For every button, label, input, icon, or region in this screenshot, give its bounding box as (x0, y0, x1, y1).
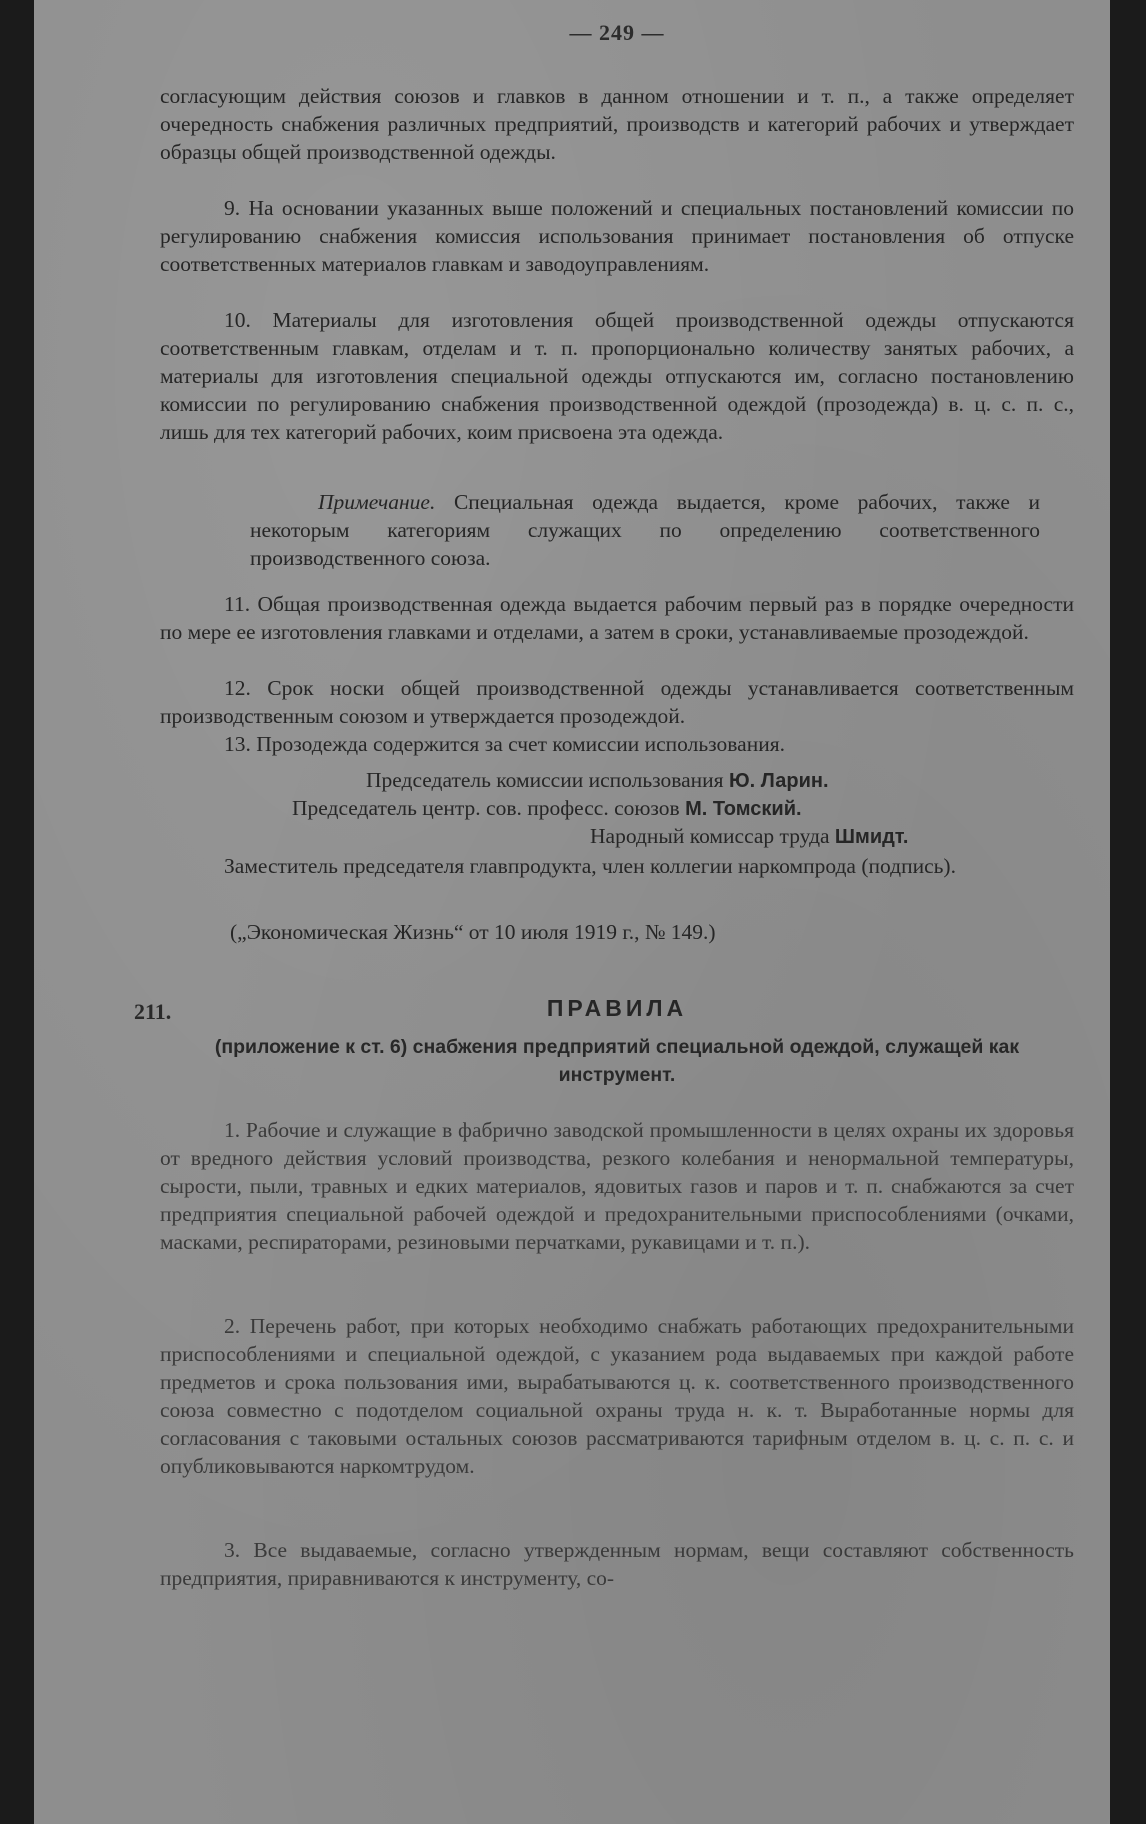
section-number: 211. (134, 999, 172, 1024)
rule-2: 2. Перечень работ, при которых необходимо снабжать работающих предохранительными приспособлениями и специальной одеждой, с указанием рода выдаваемых при каждой работе предметов и срока пользования ими, вырабатываются ц. к. соответственного производственного союза совместно с подотделом социальной охраны труда н. к. т. Выработанные нормы для согласования с таковыми остальных союзов рассматриваются тарифным отделом в. ц. с. п. с. и опубликовываются наркомтрудом. (160, 1314, 1074, 1478)
signature-name: М. Томский. (685, 798, 802, 820)
paragraph-13: 13. Прозодежда содержится за счет комиссии использования. (224, 732, 785, 756)
paragraph-10: 10. Материалы для изготовления общей производственной одежды отпускаются соответственным главкам, отделам и т. п. пропорционально количеству занятых рабочих, а материалы для изготовления специальной одежды отпускаются им, согласно постановлению комиссии по регулированию снабжения производственной одеждой (прозодежда) в. ц. с. п. с., лишь для тех категорий рабочих, коим присвоена эта одежда. (160, 308, 1074, 444)
note-paragraph (250, 488, 1040, 572)
deputy-signature: Заместитель председателя главпродукта, член коллегии наркомпрода (подпись). (224, 854, 956, 878)
page-number: — 249 — (569, 20, 665, 45)
paragraph-continuation: согласующим действия союзов и главков в данном отношении и т. п., а также определяет очередность снабжения различных предприятий, производств и категорий рабочих и утверждает образцы общей производственной одежды. (160, 84, 1074, 164)
signature-title: Народный комиссар труда (590, 824, 835, 848)
section-subtitle: (приложение к ст. 6) снабжения предприятий специальной одеждой, служащей как инструмент. (214, 1036, 1020, 1086)
paragraph-9: 9. На основании указанных выше положений и специальных постановлений комиссии по регулированию снабжения комиссия использования принимает постановления об отпуске соответственных материалов главкам и заводоуправлениям. (160, 196, 1074, 276)
rule-1: 1. Рабочие и служащие в фабрично заводской промышленности в целях охраны их здоровья от вредного действия условий производства, резкого колебания и ненормальной температуры, сырости, пыли, травных и едких материалов, ядовитых газов и паров и т. п. снабжаются за счет предприятия специальной рабочей одеждой и предохранительными приспособлениями (очками, масками, респираторами, резиновыми перчатками, рукавицами и т. п.). (160, 1118, 1074, 1254)
rule-3: 3. Все выдаваемые, согласно утвержденным нормам, вещи составляют собственность предприятия, приравниваются к инструменту, со- (160, 1538, 1074, 1590)
signature-larin (366, 766, 829, 795)
section-title: ПРАВИЛА (546, 995, 688, 1021)
signature-shmidt (590, 822, 908, 851)
signature-name: Ю. Ларин. (728, 770, 829, 792)
source-citation: („Экономическая Жизнь“ от 10 июля 1919 г., № 149.) (230, 920, 716, 944)
signature-name: Шмидт. (834, 826, 909, 848)
document-page (34, 0, 1110, 1824)
note-label: Примечание. (318, 490, 436, 514)
paragraph-11: 11. Общая производственная одежда выдается рабочим первый раз в порядке очередности по мере ее изготовления главками и отделами, а затем в сроки, устанавливаемые прозодеждой. (160, 592, 1074, 644)
paragraph-12: 12. Срок носки общей производственной одежды устанавливается соответственным производственным союзом и утверждается прозодеждой. (160, 676, 1074, 728)
signature-tomsky (292, 794, 802, 823)
note-text: Специальная одежда выдается, кроме рабочих, также и некоторым категориям служащих по определению соответственного производственного союза. (250, 490, 1040, 570)
signature-title: Председатель центр. сов. професс. союзов (292, 796, 686, 820)
signature-title: Председатель комиссии использования (366, 768, 729, 792)
